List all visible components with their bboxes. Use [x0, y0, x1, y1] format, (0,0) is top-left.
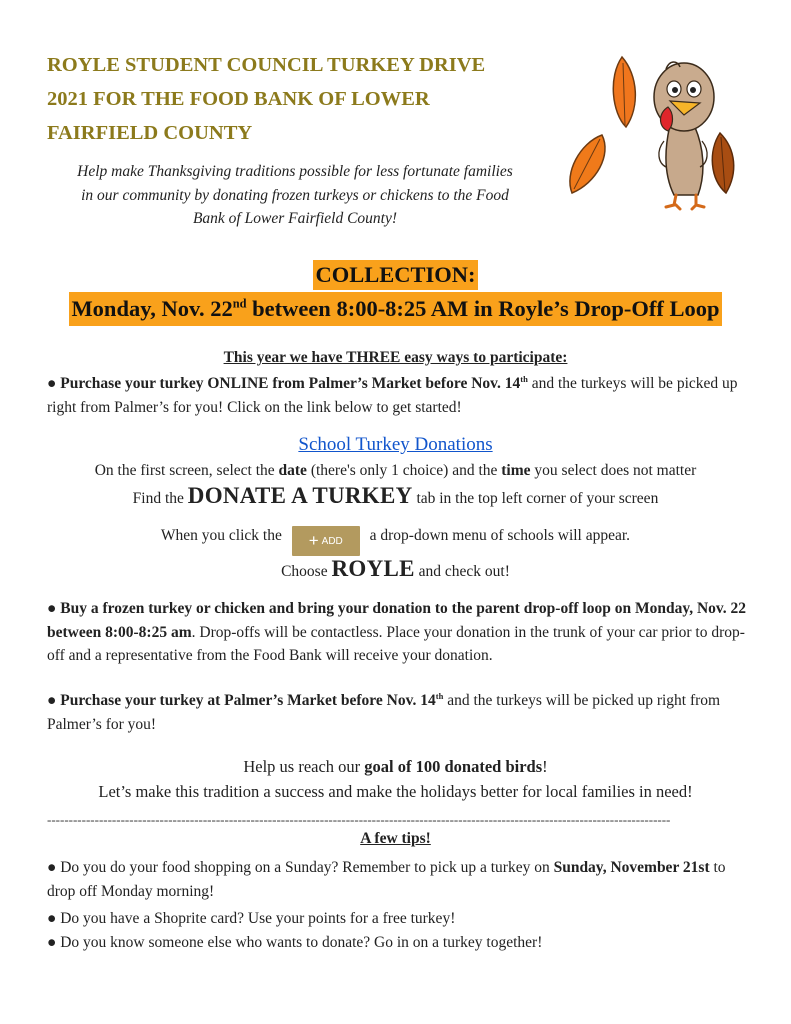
tips-heading: A few tips!: [360, 830, 431, 847]
tip-share: ● Do you know someone else who wants to donate? Go in on a turkey together!: [47, 934, 543, 951]
ways-heading: This year we have THREE easy ways to participate:: [223, 349, 568, 366]
goal-line: Help us reach our goal of 100 donated birds!: [243, 757, 548, 776]
link-row: [0, 434, 791, 456]
intro-line-2: in our community by donating frozen turkeys or chickens to the Food: [81, 186, 509, 204]
tip-sunday: ● Do you do your food shopping on a Sunday? Remember to pick up a turkey on Sunday, November 21st to drop off Monday morning!: [47, 859, 726, 900]
turkey-icon: [654, 62, 714, 209]
collection-banner: [0, 260, 791, 326]
intro-line-1: Help make Thanksgiving traditions possible for less fortunate families: [77, 163, 513, 180]
collection-heading: COLLECTION:: [313, 260, 477, 290]
step-select-date: On the first screen, select the date (there's only 1 choice) and the time you select does not matter: [94, 462, 697, 479]
step-click-add: When you click the + ADD a drop-down menu of schools will appear.: [0, 526, 791, 556]
step-choose-royle: Choose ROYLE and check out!: [281, 556, 510, 581]
add-button[interactable]: + ADD: [292, 526, 360, 556]
leaf-icon: [570, 135, 605, 193]
leaf-icon: [712, 133, 733, 193]
school-turkey-donations-link[interactable]: School Turkey Donations: [298, 434, 493, 455]
turkey-leaves-clipart: [560, 55, 740, 215]
intro-line-3: Bank of Lower Fairfield County!: [192, 210, 398, 227]
title-line-1: ROYLE STUDENT COUNCIL TURKEY DRIVE: [47, 54, 486, 76]
leaf-icon: [613, 57, 635, 127]
option-online: ● Purchase your turkey ONLINE from Palmer’s Market before Nov. 14th and the turkeys will be picked up right from Palmer’s for you! Click on the link below to get started!: [47, 373, 738, 416]
collection-date: Monday, Nov. 22nd between 8:00-8:25 AM in Royle’s Drop-Off Loop: [69, 292, 721, 326]
goal-message: Let’s make this tradition a success and make the holidays better for local families in need!: [98, 782, 693, 801]
option-drop-off: ● Buy a frozen turkey or chicken and bring your donation to the parent drop-off loop on Monday, Nov. 22 between 8:00-8:25 am. Drop-offs will be contactless. Place your donation in the trunk of your car prior to drop-off and a representative from the Food Bank will receive your donation.: [47, 600, 747, 664]
plus-icon: +: [308, 531, 319, 550]
page-title: [47, 48, 567, 150]
option-in-store: ● Purchase your turkey at Palmer’s Market before Nov. 14th and the turkeys will be picked up right from Palmer’s for you!: [47, 690, 721, 733]
tip-shoprite: ● Do you have a Shoprite card? Use your points for a free turkey!: [47, 910, 456, 927]
divider: ------------------------------------------------------------------------------------------------------------------------------------------------: [47, 812, 671, 827]
title-line-3: FAIRFIELD COUNTY: [47, 122, 253, 144]
intro-text: [52, 160, 538, 231]
step-find-tab: Find the DONATE A TURKEY tab in the top left corner of your screen: [132, 483, 659, 508]
title-line-2: 2021 FOR THE FOOD BANK OF LOWER: [47, 88, 430, 110]
